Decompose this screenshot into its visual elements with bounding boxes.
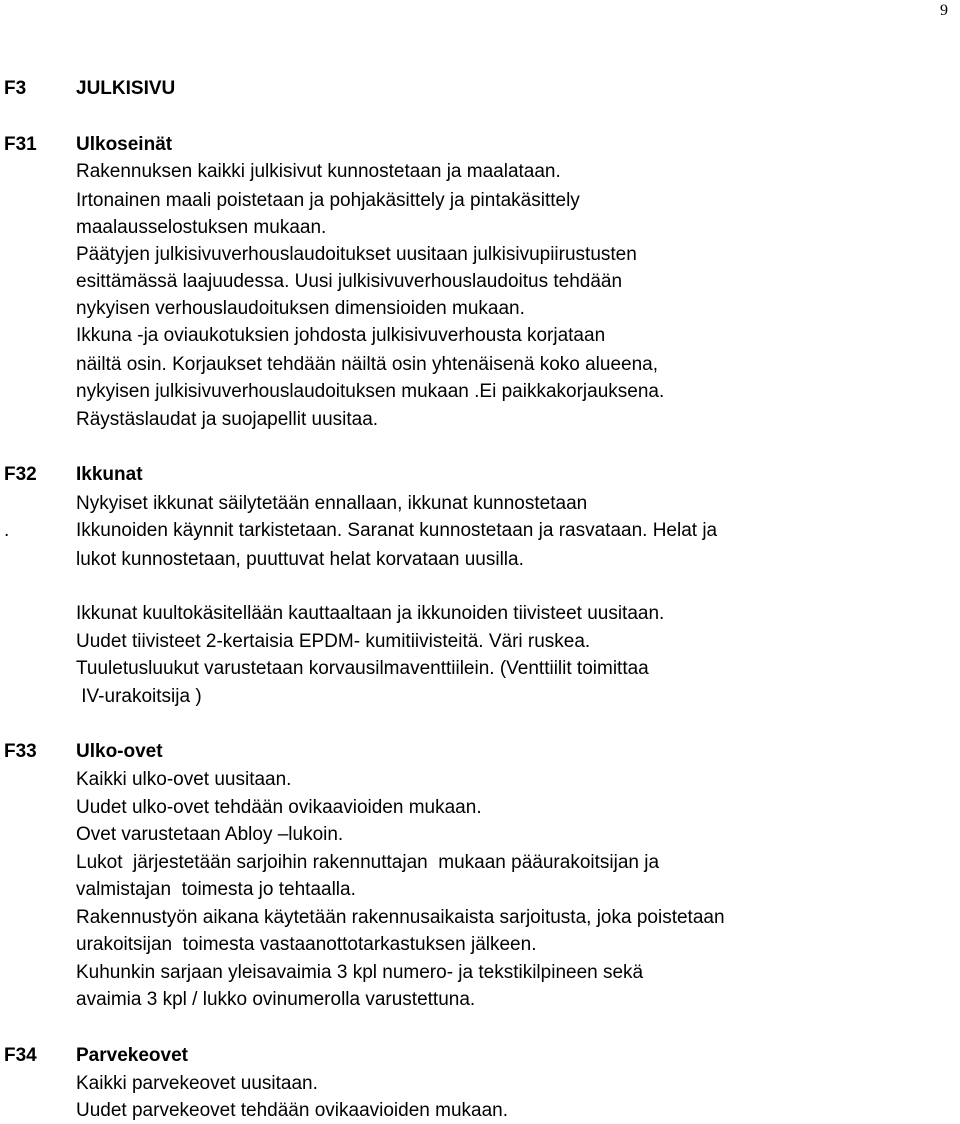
section-code: F3 (4, 78, 27, 99)
text-line: Rakennuksen kaikki julkisivut kunnostetaan ja maalataan. (76, 161, 561, 182)
text-line: IV-urakoitsija ) (76, 686, 202, 707)
text-line: Nykyiset ikkunat säilytetään ennallaan, ikkunat kunnostetaan (76, 493, 588, 514)
section-code: F32 (4, 464, 37, 485)
list-marker: . (4, 520, 10, 541)
section-title: Ulko-ovet (76, 741, 163, 762)
text-line: Ikkunoiden käynnit tarkistetaan. Saranat kunnostetaan ja rasvataan. Helat ja (76, 520, 718, 541)
section-code: F34 (4, 1045, 37, 1066)
text-line: Päätyjen julkisivuverhouslaudoitukset uusitaan julkisivupiirustusten (76, 244, 637, 265)
section-title: Ikkunat (76, 464, 143, 485)
text-line: esittämässä laajuudessa. Uusi julkisivuverhouslaudoitus tehdään (76, 271, 623, 292)
text-line: Lukot järjestetään sarjoihin rakennuttajan mukaan pääurakoitsijan ja (76, 852, 660, 873)
text-line: Kaikki parvekeovet uusitaan. (76, 1073, 318, 1094)
text-line: urakoitsijan toimesta vastaanottotarkastuksen jälkeen. (76, 934, 537, 955)
text-line: maalausselostuksen mukaan. (76, 217, 327, 238)
text-line: nykyisen verhouslaudoituksen dimensioiden mukaan. (76, 298, 525, 319)
text-line: Kaikki ulko-ovet uusitaan. (76, 769, 292, 790)
text-line: Ikkuna -ja oviaukotuksien johdosta julkisivuverhousta korjataan (76, 325, 606, 346)
text-line: Ikkunat kuultokäsitellään kauttaaltaan ja ikkunoiden tiivisteet uusitaan. (76, 603, 665, 624)
text-line: Räystäslaudat ja suojapellit uusitaa. (76, 409, 379, 430)
text-line: näiltä osin. Korjaukset tehdään näiltä osin yhtenäisenä koko alueena, (76, 354, 659, 375)
text-line: Kuhunkin sarjaan yleisavaimia 3 kpl numero- ja tekstikilpineen sekä (76, 962, 644, 983)
text-line: Ovet varustetaan Abloy –lukoin. (76, 824, 344, 845)
section-title: Ulkoseinät (76, 134, 173, 155)
section-title: Parvekeovet (76, 1045, 188, 1066)
section-title: JULKISIVU (76, 78, 176, 99)
text-line: Uudet tiivisteet 2-kertaisia EPDM- kumitiivisteitä. Väri ruskea. (76, 631, 591, 652)
section-code: F33 (4, 741, 37, 762)
text-line: Rakennustyön aikana käytetään rakennusaikaista sarjoitusta, joka poistetaan (76, 907, 725, 928)
section-code: F31 (4, 134, 37, 155)
text-line: Uudet ulko-ovet tehdään ovikaavioiden mukaan. (76, 797, 482, 818)
text-line: Uudet parvekeovet tehdään ovikaavioiden mukaan. (76, 1100, 509, 1121)
text-line: avaimia 3 kpl / lukko ovinumerolla varustettuna. (76, 989, 476, 1010)
text-line: Tuuletusluukut varustetaan korvausilmaventtiilein. (Venttiilit toimittaa (76, 658, 649, 679)
text-line: lukot kunnostetaan, puuttuvat helat korvataan uusilla. (76, 549, 524, 570)
text-line: valmistajan toimesta jo tehtaalla. (76, 879, 356, 900)
text-line: nykyisen julkisivuverhouslaudoituksen mukaan .Ei paikkakorjauksena. (76, 381, 665, 402)
page-number: 9 (940, 2, 948, 19)
text-line: Irtonainen maali poistetaan ja pohjakäsittely ja pintakäsittely (76, 190, 580, 211)
